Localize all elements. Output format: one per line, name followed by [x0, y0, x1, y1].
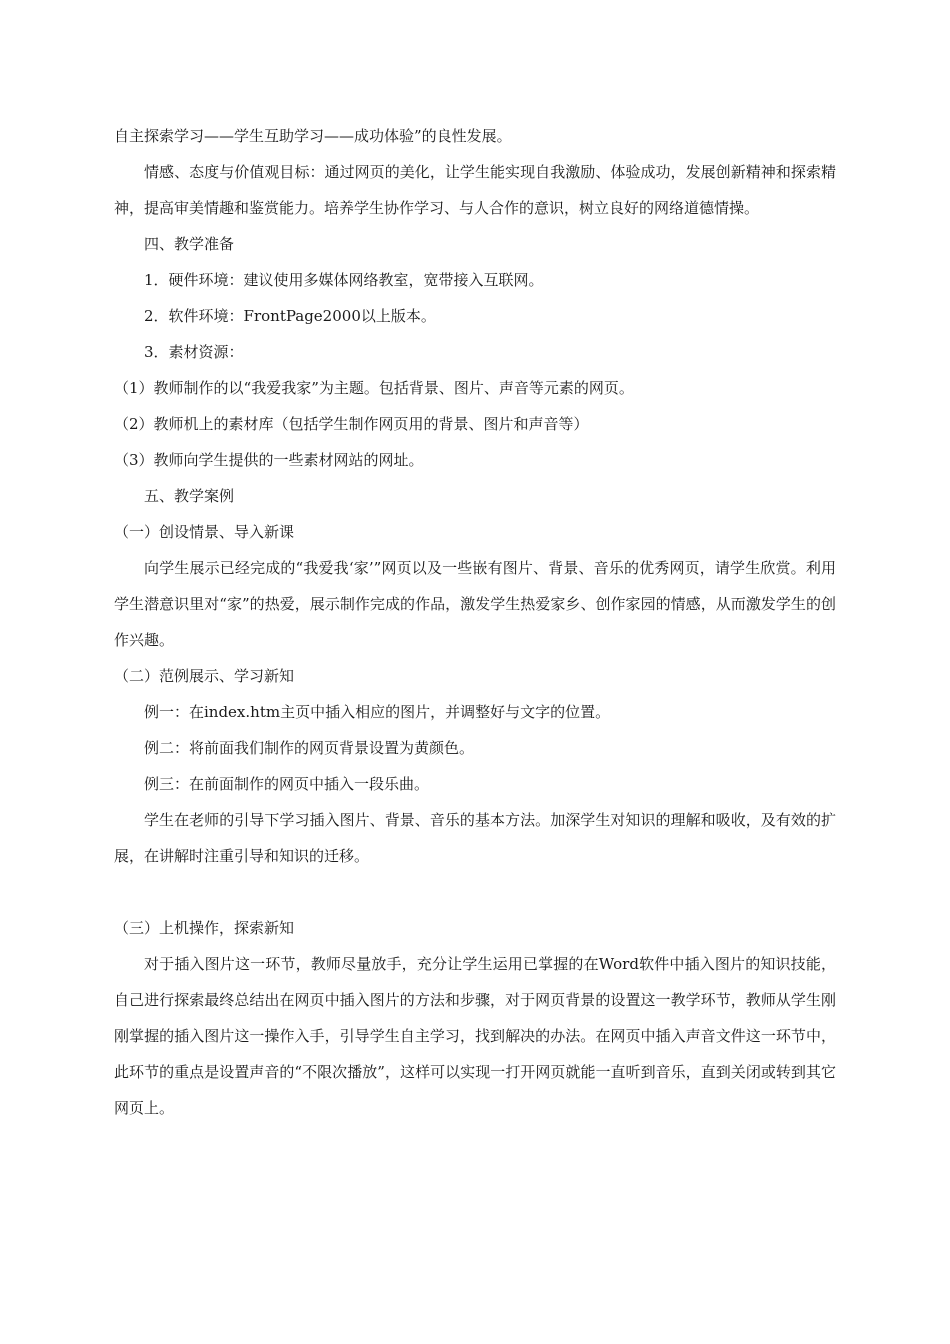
- sub-item-3: （3）教师向学生提供的一些素材网站的网址。: [114, 451, 424, 469]
- example-1: 例一：在index.htm主页中插入相应的图片，并调整好与文字的位置。: [144, 703, 611, 721]
- paragraph-intro: 向学生展示已经完成的“我爱我‘家’”网页以及一些嵌有图片、背景、音乐的优秀网页，请学生欣赏。利用学生潜意识里对“家”的热爱，展示制作完成的作品，激发学生热爱家乡、创作家园的情感，从而激发学生的创作兴趣。: [114, 559, 836, 649]
- paragraph-practice: 对于插入图片这一环节，教师尽量放手，充分让学生运用已掌握的在Word软件中插入图片的知识技能，自己进行探索最终总结出在网页中插入图片的方法和步骤，对于网页背景的设置这一教学环节，教师从学生刚刚掌握的插入图片这一操作入手，引导学生自主学习，找到解决的办法。在网页中插入声音文件这一环节中，此环节的重点是设置声音的“不限次播放”，这样可以实现一打开网页就能一直听到音乐，直到关闭或转到其它网页上。: [114, 955, 836, 1117]
- list-item-hardware: 1．硬件环境：建议使用多媒体网络教室，宽带接入互联网。: [144, 271, 544, 289]
- subheading-3: （三）上机操作，探索新知: [114, 919, 295, 937]
- document-body: [114, 118, 836, 1126]
- example-2: 例二：将前面我们制作的网页背景设置为黄颜色。: [144, 739, 475, 757]
- sub-item-1: （1）教师制作的以“我爱我家”为主题。包括背景、图片、声音等元素的网页。: [114, 379, 634, 397]
- heading-teaching-case: 五、教学案例: [144, 487, 235, 505]
- paragraph-emotion-goal: 情感、态度与价值观目标：通过网页的美化，让学生能实现自我激励、体验成功，发展创新精神和探索精神，提高审美情趣和鉴赏能力。培养学生协作学习、与人合作的意识，树立良好的网络道德情操。: [114, 163, 836, 217]
- heading-teaching-preparation: 四、教学准备: [144, 235, 235, 253]
- paragraph-learning: 学生在老师的引导下学习插入图片、背景、音乐的基本方法。加深学生对知识的理解和吸收，及有效的扩展，在讲解时注重引导和知识的迁移。: [114, 811, 836, 865]
- blank-line: [114, 874, 836, 910]
- sub-item-2: （2）教师机上的素材库（包括学生制作网页用的背景、图片和声音等）: [114, 415, 589, 433]
- subheading-1: （一）创设情景、导入新课: [114, 523, 295, 541]
- list-item-materials: 3．素材资源：: [144, 343, 244, 361]
- example-3: 例三：在前面制作的网页中插入一段乐曲。: [144, 775, 430, 793]
- paragraph-continuation: 自主探索学习——学生互助学习——成功体验”的良性发展。: [114, 127, 512, 145]
- subheading-2: （二）范例展示、学习新知: [114, 667, 295, 685]
- list-item-software: 2．软件环境：FrontPage2000以上版本。: [144, 307, 436, 325]
